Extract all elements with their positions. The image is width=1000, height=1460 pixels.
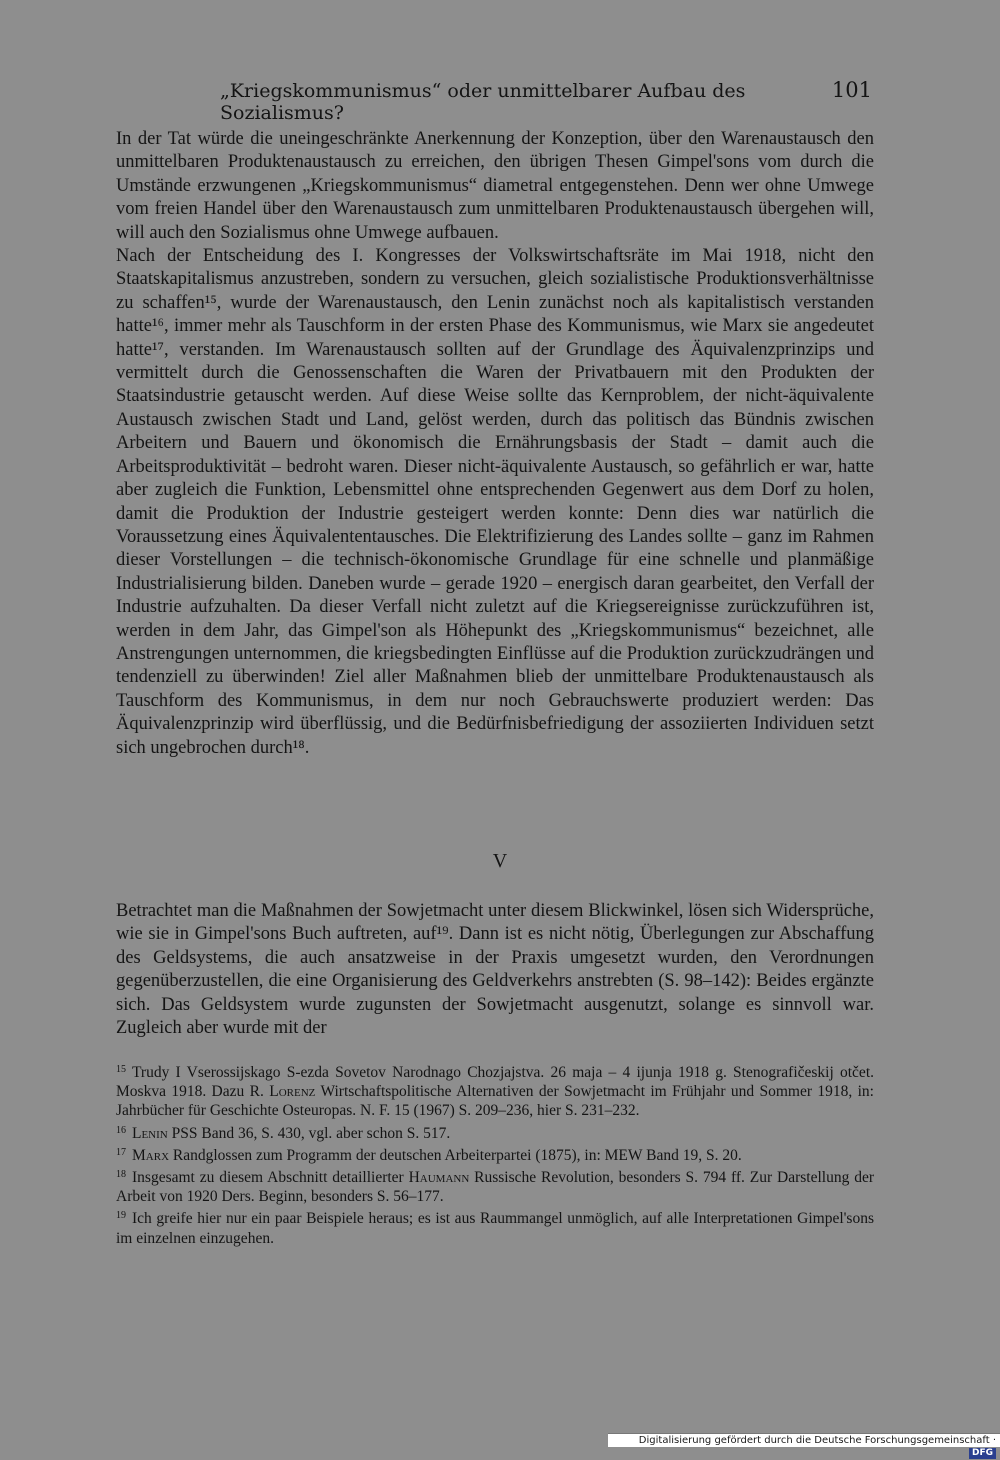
footnote-text: Russische Revolution, besonders S. 794 ff. Zur Darstellung der Arbeit von 1920 Ders. Beginn, besonders S. 56–177. (116, 1169, 874, 1206)
footnote (116, 1206, 874, 1247)
footnote (116, 1143, 874, 1165)
paragraph: Nach der Entscheidung des I. Kongresses der Volkswirtschaftsräte im Mai 1918, nicht den Staatskapitalismus anzustreben, sondern zu versuchen, gleich sozialistische Produktionsverhältnisse zu schaffen¹⁵, wurde der Warenaustausch, den Lenin zunächst noch als kapitalistisch verstanden hatte¹⁶, immer mehr als Tauschform in der ersten Phase des Kommunismus, wie Marx sie angedeutet hatte¹⁷, verstanden. Im Warenaustausch sollten auf der Grundlage des Äquivalenzprinzips und vermittelt durch die Genossenschaften die Waren der Privatbauern mit den Produkten der Staatsindustrie getauscht werden. Auf diese Weise sollte das Kernproblem, der nicht-äquivalente Austausch zwischen Stadt und Land, gelöst werden, durch das politisch das Bündnis zwischen Arbeitern und Bauern und ökonomisch die Ernährungsbasis der Stadt – damit auch die Arbeitsproduktivität – bedroht waren. Dieser nicht-äquivalente Austausch, so gefährlich er war, hatte aber zugleich die Funktion, Lebensmittel ohne entsprechenden Gegenwert aus dem Dorf zu holen, damit die Produktion der Industrie gesteigert werden konnte: Denn dies war natürlich die Voraussetzung eines Äquivalententausches. Die Elektrifizierung des Landes sollte – ganz im Rahmen dieser Vorstellungen – die technisch-ökonomische Grundlage für eine schnelle und planmäßige Industrialisierung bilden. Daneben wurde – gerade 1920 – energisch daran gearbeitet, den Verfall der Industrie aufzuhalten. Da dieser Verfall nicht zuletzt auf die Kriegsereignisse zurückzuführen ist, werden in dem Jahr, das Gimpel'son als Höhepunkt des „Kriegskommunismus“ bezeichnet, alle Anstrengungen unternommen, die kriegsbedingten Einflüsse auf die Produktion zurückzudrängen und tendenziell zu überwinden! Ziel aller Maßnahmen blieb der unmittelbare Produktenaustausch als Tauschform des Kommunismus, in dem nur noch Gebrauchswerte produziert werden: Das Äquivalenzprinzip wird überflüssig, und die Bedürfnisbefriedigung der assoziierten Individuen setzt sich ungebrochen durch¹⁸. (116, 246, 874, 758)
footnote-author: Marx (132, 1146, 170, 1164)
footnote-author: Lorenz (269, 1083, 316, 1101)
footnotes (116, 1060, 874, 1248)
footnote (116, 1060, 874, 1121)
footnote-text: PSS Band 36, S. 430, vgl. aber schon S. 517. (167, 1124, 451, 1142)
paragraph: In der Tat würde die uneingeschränkte Anerkennung der Konzeption, über den Warenaustausch den unmittelbaren Produktenaustausch zu erreichen, den übrigen Thesen Gimpel'sons vom durch die Umstände erzwungenen „Kriegskommunismus“ diametral entgegenstehen. Denn wer ohne Umwege vom freien Handel über den Warenaustausch zum unmittelbaren Produktenaustausch übergehen will, will auch den Sozialismus ohne Umwege aufbauen. (116, 129, 874, 243)
footnote-number: 16 (116, 1124, 126, 1136)
footnote-number: 18 (116, 1169, 126, 1181)
footnote-number: 15 (116, 1064, 126, 1075)
footnote-text: Wirtschaftspolitische Alternativen der Sowjetmacht im Frühjahr und Sommer 1918, in: Jahrbücher für Geschichte Osteuropas. N. F. 15 (1967) S. 209–236, hier S. 231–232. (116, 1083, 874, 1120)
running-title: „Kriegskommunismus“ oder unmittelbarer Aufbau des Sozialismus? (220, 80, 746, 124)
section-heading: V (492, 850, 508, 872)
main-text (116, 128, 874, 760)
footnote-number: 17 (116, 1146, 126, 1158)
footnote (116, 1121, 874, 1143)
digitization-footer (608, 1433, 1000, 1458)
footnote-author: Lenin (132, 1124, 168, 1142)
footnote-text: Trudy I Vserossijskago S-ezda Sovetov Narodnago Chozjajstva. 26 maja – 4 ijunja 1918 g. Stenografičeskij otčet. Moskva 1918. Dazu R. (116, 1064, 874, 1101)
footnote-author: Haumann (408, 1169, 470, 1187)
footnote-text: Randglossen zum Programm der deutschen Arbeiterpartei (1875), in: MEW Band 19, S. 20. (169, 1146, 742, 1164)
dfg-logo: DFG (969, 1448, 996, 1459)
footnote (116, 1165, 874, 1206)
footer-text: Digitalisierung gefördert durch die Deutsche Forschungsgemeinschaft · (638, 1435, 996, 1446)
footnote-text: Insgesamt zu diesem Abschnitt detaillierter (132, 1169, 409, 1187)
page-header (120, 78, 872, 124)
page-number: 101 (831, 78, 872, 102)
section-paragraph: Betrachtet man die Maßnahmen der Sowjetmacht unter diesem Blickwinkel, lösen sich Widersprüche, wie sie in Gimpel'sons Buch auftreten, auf¹⁹. Dann ist es nicht nötig, Überlegungen zur Abschaffung des Geldsystems, die auch ansatzweise in der Praxis umgesetzt wurden, den Verordnungen gegenüberzustellen, die eine Organisierung des Geldverkehrs anstrebten (S. 98–142): Beides ergänzte sich. Das Geldsystem wurde zugunsten der Sowjetmacht ausgenutzt, solange es sinnvoll war. Zugleich aber wurde mit der (116, 901, 874, 1039)
footnote-text: Ich greife hier nur ein paar Beispiele heraus; es ist aus Raummangel unmöglich, auf alle Interpretationen Gimpel'sons im einzelnen einzugehen. (116, 1210, 874, 1247)
footnote-number: 19 (116, 1210, 126, 1222)
